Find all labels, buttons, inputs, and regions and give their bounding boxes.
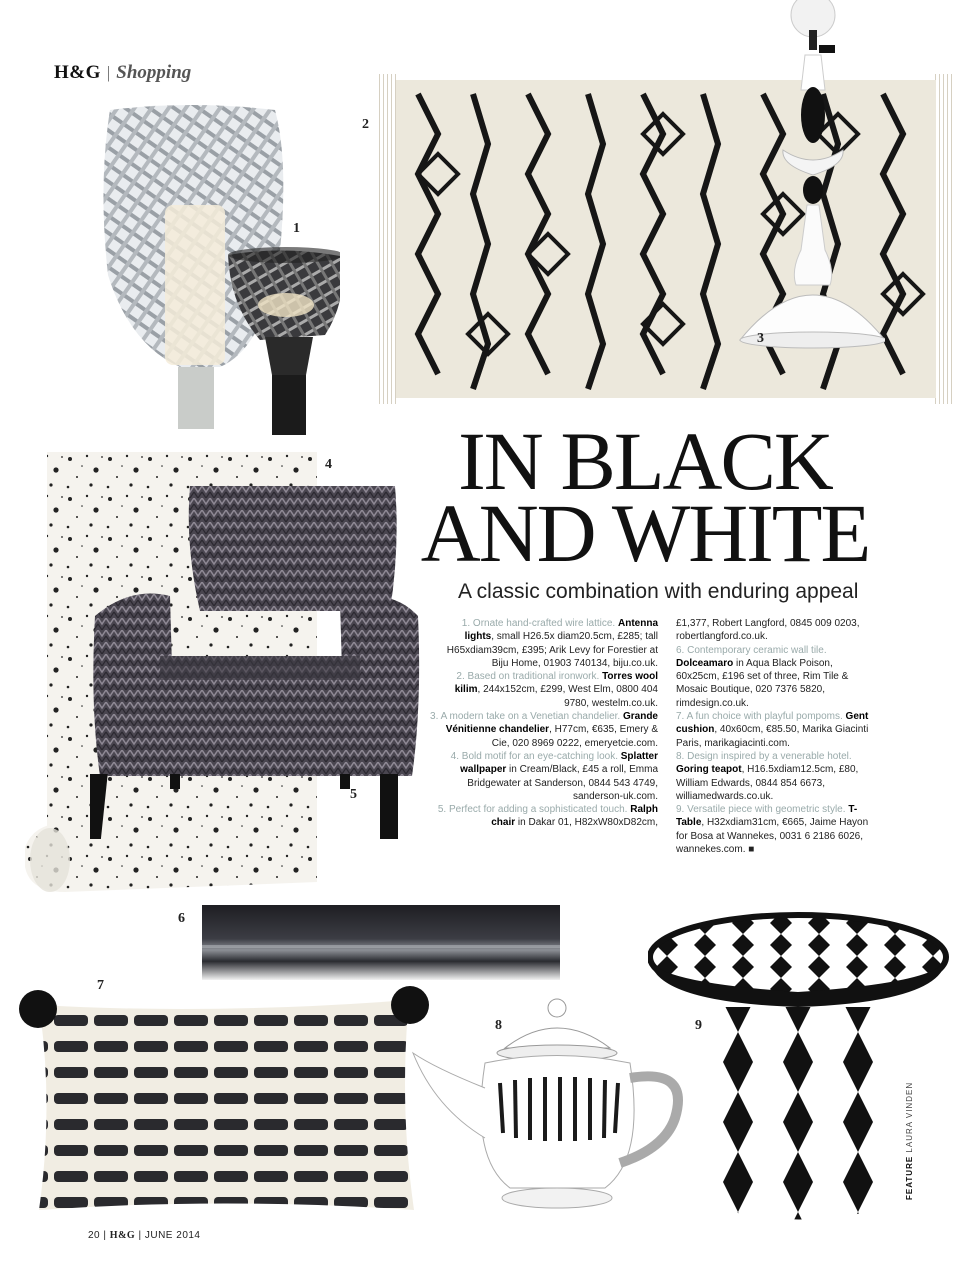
header-separator: | (106, 63, 111, 82)
item-number-4: 4 (325, 457, 332, 472)
footer-separator-1: | (103, 1230, 107, 1241)
title-line-2: AND WHITE (420, 487, 870, 579)
page-footer (88, 1230, 201, 1241)
page-header (54, 62, 191, 84)
page-title (405, 415, 885, 579)
item-number-2: 2 (362, 117, 369, 132)
magazine-logo: H&G (54, 62, 101, 83)
text-column-2 (676, 617, 876, 856)
item-number-6: 6 (178, 911, 185, 926)
footer-separator-2: | (138, 1230, 142, 1241)
item-1-text: 1. Ornate hand-crafted wire lattice. Antenna lights, small H26.5x diam20.5cm, £285; tall H65xdiam39cm, £395; Arik Levy for Forestier at Biju Home, 01903 740134, biju.co.uk. (446, 618, 658, 669)
chandelier-image (735, 0, 885, 372)
item-7-text: 7. A fun choice with playful pompoms. Gent cushion, 40x60cm, €85.50, Marika Giacinti Paris, marikagiacinti.com. (676, 711, 869, 749)
item-4-text: 4. Bold motif for an eye-catching look. Splatter wallpaper in Cream/Black, £45 a roll, Emma Bridgewater at Sanderson, 0844 543 4749, sanderson-uk.com. (450, 750, 658, 802)
item-6-text: 6. Contemporary ceramic wall tile. Dolceamaro in Aqua Black Poison, 60x25cm, £196 set of three, Rim Tile & Mosaic Boutique, 020 7376 5820, rimdesign.co.uk. (676, 644, 849, 709)
cushion-image (14, 985, 434, 1220)
item-8-text: 8. Design inspired by a venerable hotel. Goring teapot, H16.5xdiam12.5cm, £80, William Edwards, 0844 854 6673, williamedwards.co.uk. (676, 750, 859, 802)
credit-label: FEATURE (905, 1155, 914, 1200)
item-9-text: 9. Versatile piece with geometric style. T-Table, H32xdiam31cm, €665, Jaime Hayon for Bosa at Wannekes, 0031 6 2186 6026, wannekes.com. ■ (676, 804, 869, 856)
feature-credit (905, 1082, 914, 1200)
footer-logo: H&G (109, 1230, 136, 1241)
antenna-lights-image (100, 105, 340, 440)
end-mark: ■ (748, 844, 755, 856)
title-line-1: IN BLACK (458, 415, 832, 507)
item-number-3: 3 (757, 331, 764, 346)
credit-name: LAURA VINDEN (905, 1081, 914, 1153)
item-number-8: 8 (495, 1018, 502, 1033)
wall-tile-image (202, 905, 560, 980)
armchair-image (90, 486, 425, 846)
item-number-5: 5 (350, 787, 357, 802)
page-subtitle: A classic combination with enduring appeal (458, 580, 859, 603)
item-3-text: 3. A modern take on a Venetian chandelier. Grande Vénitienne chandelier, H77cm, €635, Emery & Cie, 020 8969 0222, emeryetcie.com. (430, 711, 658, 749)
item-2-text: 2. Based on traditional ironwork. Torres wool kilim, 244x152cm, £299, West Elm, 0800 404 9780, westelm.co.uk. (454, 671, 658, 709)
item-5-text-cont: £1,377, Robert Langford, 0845 009 0203, robertlangford.co.uk. (676, 618, 860, 643)
issue-date: JUNE 2014 (144, 1230, 201, 1241)
section-name: Shopping (116, 62, 192, 83)
text-column-1 (430, 617, 658, 830)
page-number: 20 (88, 1230, 101, 1241)
item-5-text: 5. Perfect for adding a sophisticated touch. Ralph chair in Dakar 01, H82xW80xD82cm, (437, 804, 658, 829)
item-number-7: 7 (97, 978, 104, 993)
item-number-9: 9 (695, 1018, 702, 1033)
item-number-1: 1 (293, 221, 300, 236)
